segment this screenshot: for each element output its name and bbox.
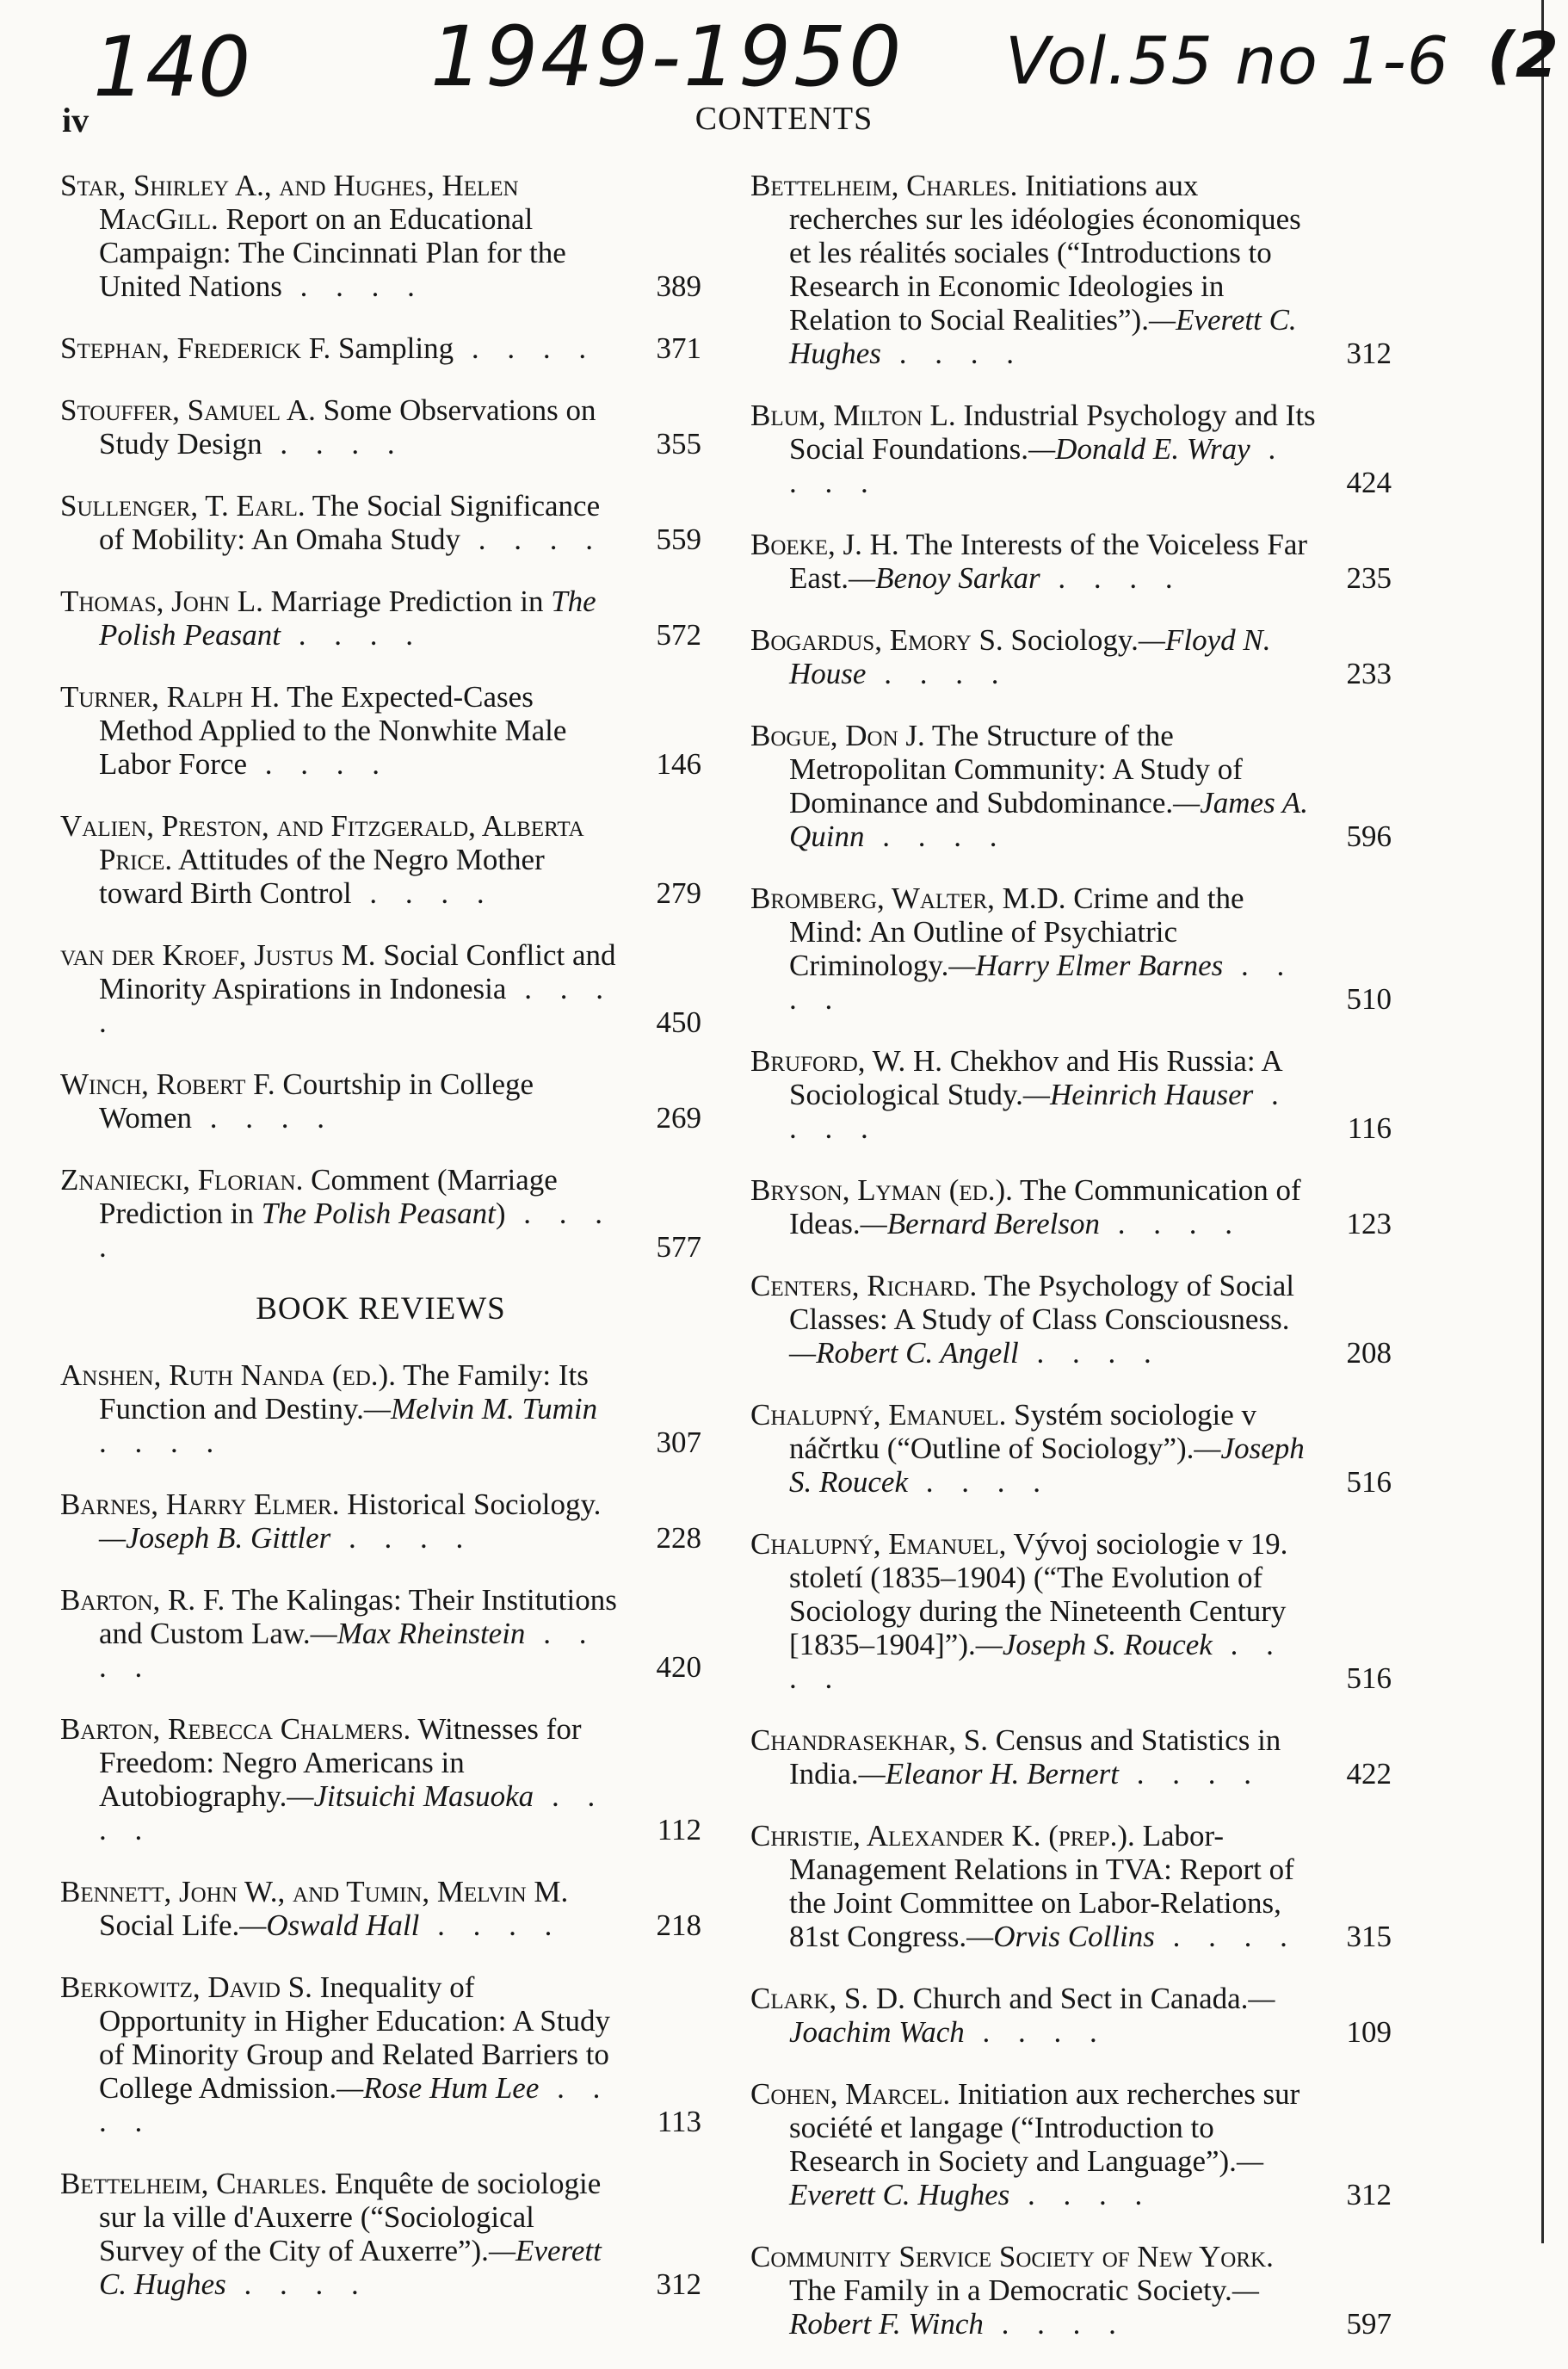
entry-title: Historical Sociology.	[347, 1488, 602, 1521]
entry-author: Thomas, John L.	[60, 585, 263, 618]
entry-page-number: 146	[656, 747, 701, 781]
entry-page-number: 307	[656, 1426, 701, 1459]
leader-dots: . . . .	[1099, 1207, 1243, 1240]
entry-reviewer: —Robert C. Angell	[789, 1336, 1019, 1370]
entry-reviewer: —Max Rheinstein	[310, 1617, 526, 1650]
entry-title: Initiations aux recherches sur les idéologies économiques et les réalités sociales (“Introductions to Research in Economic Ideologies in Relation to Social Realities”).	[789, 169, 1301, 337]
entry-author: Bryson, Lyman (ed.).	[750, 1173, 1013, 1207]
entry-page-number: 112	[657, 1813, 701, 1846]
entry-page-number: 235	[1346, 561, 1392, 595]
entry-title: The Family in a Democratic Society.	[789, 2273, 1232, 2307]
toc-entry	[750, 1398, 1392, 1499]
toc-entry	[60, 1970, 701, 2138]
handwritten-note: Vol.55 no 1-6	[1005, 22, 1450, 99]
entry-author: Bruford, W. H.	[750, 1044, 942, 1078]
entry-title: Vývoj sociologie v 19. století (1835–1904) (“The Evolution of Sociology during the Nineteenth Century [1835–1904]”).	[789, 1527, 1288, 1661]
entry-reviewer: —Joseph B. Gittler	[99, 1521, 331, 1555]
running-head: CONTENTS	[694, 101, 874, 137]
leader-dots: . . . .	[281, 269, 425, 303]
page-edge-line	[1541, 0, 1544, 2243]
entry-title: The Expected-Cases Method Applied to the Nonwhite Male Labor Force	[99, 680, 567, 781]
leader-dots: . . . .	[330, 1521, 474, 1555]
toc-entry	[60, 1488, 701, 1555]
entry-author: Turner, Ralph H.	[60, 680, 281, 714]
entry-reviewer: —Orvis Collins	[966, 1920, 1155, 1953]
entry-page-number: 116	[1347, 1111, 1392, 1145]
review-list	[750, 169, 1392, 2341]
leader-dots: . . . .	[964, 2015, 1108, 2049]
leader-dots: . . . .	[99, 1197, 613, 1264]
toc-entry	[750, 719, 1392, 853]
entry-title: The Psychology of Social Classes: A Study of Class Consciousness.	[789, 1269, 1295, 1336]
entry-title: Chekhov and His Russia: A Sociological Study.	[789, 1044, 1281, 1111]
entry-title: Courtship in College Women	[99, 1067, 534, 1135]
entry-title: The Social Significance of Mobility: An Omaha Study	[99, 489, 601, 556]
entry-title: Initiation aux recherches sur société et langage (“Introduction to Research in Society and Language”).	[789, 2077, 1300, 2178]
entry-page-number: 371	[656, 331, 701, 365]
entry-author: Barton, Rebecca Chalmers.	[60, 1712, 411, 1746]
leader-dots: . . . .	[99, 972, 614, 1039]
leader-dots: . . . .	[247, 747, 391, 781]
entry-reviewer: —Everett C. Hughes	[789, 303, 1297, 370]
entry-author: Bogardus, Emory S.	[750, 623, 1003, 657]
entry-author: van der Kroef, Justus M.	[60, 938, 376, 972]
entry-page-number: 420	[656, 1650, 701, 1684]
entry-title: The Communication of Ideas.	[789, 1173, 1301, 1240]
toc-entry	[750, 2240, 1392, 2341]
entry-author: Christie, Alexander K. (prep.).	[750, 1819, 1135, 1853]
entry-author: Stouffer, Samuel A.	[60, 393, 316, 427]
entry-author: Bromberg, Walter, M.D.	[750, 881, 1066, 915]
toc-entry	[60, 1163, 701, 1264]
entry-reviewer: —Robert F. Winch	[789, 2273, 1259, 2341]
toc-entry	[60, 809, 701, 910]
entry-title: Report on an Educational Campaign: The Cincinnati Plan for the United Nations	[99, 202, 566, 303]
leader-dots: . . . .	[99, 1779, 606, 1846]
right-column	[750, 169, 1392, 2369]
entry-author: Chalupný, Emanuel,	[750, 1527, 1007, 1561]
toc-entry	[750, 399, 1392, 499]
entry-title: Census and Statistics in India.	[789, 1723, 1281, 1791]
entry-title: Social Conflict and Minority Aspirations in Indonesia	[99, 938, 616, 1005]
toc-entry	[60, 169, 701, 303]
entry-title: Crime and the Mind: An Outline of Psychiatric Criminology.	[789, 881, 1244, 982]
entry-reviewer: —Joseph S. Roucek	[789, 1432, 1305, 1499]
entry-page-number: 559	[656, 523, 701, 556]
entry-title: Witnesses for Freedom: Negro Americans in Autobiography.	[99, 1712, 582, 1813]
leader-dots: . . . .	[789, 432, 1287, 499]
left-column	[60, 169, 701, 2329]
leader-dots: . . . .	[225, 2267, 369, 2301]
leader-dots: . . . .	[880, 337, 1024, 370]
entry-reviewer: —Everett C. Hughes	[99, 2234, 602, 2301]
entry-page-number: 233	[1346, 657, 1392, 690]
entry-title: Attitudes of the Negro Mother toward Birth Control	[99, 843, 545, 910]
entry-author: Blum, Milton L.	[750, 399, 956, 432]
toc-entry	[750, 1527, 1392, 1695]
entry-title: The Interests of the Voiceless Far East.	[789, 528, 1308, 595]
leader-dots: . . . .	[1154, 1920, 1298, 1953]
leader-dots: . . . .	[351, 876, 495, 910]
entry-author: Winch, Robert F.	[60, 1067, 275, 1101]
toc-entry	[60, 938, 701, 1039]
entry-page-number: 113	[657, 2105, 701, 2138]
entry-reviewer: —Bernard Berelson	[860, 1207, 1100, 1240]
toc-entry	[60, 1358, 701, 1459]
entry-title-italic: The Polish Peasant	[99, 585, 596, 652]
entry-page-number: 312	[1346, 337, 1392, 370]
entry-title: The Kalingas: Their Institutions and Custom Law.	[99, 1583, 617, 1650]
entry-author: Clark, S. D.	[750, 1982, 905, 2015]
entry-reviewer: —Donald E. Wray	[1028, 432, 1250, 466]
leader-dots: . . . .	[419, 1908, 563, 1942]
entry-author: Sullenger, T. Earl.	[60, 489, 306, 523]
leader-dots: . . . .	[866, 657, 1009, 690]
toc-entry	[750, 2077, 1392, 2211]
entry-page-number: 228	[656, 1521, 701, 1555]
entry-title: Marriage Prediction in	[270, 585, 544, 618]
entry-author: Chalupný, Emanuel.	[750, 1398, 1007, 1432]
entry-reviewer: —Melvin M. Tumin	[363, 1392, 598, 1426]
entry-reviewer: —Joseph S. Roucek	[975, 1628, 1213, 1661]
entry-page-number: 109	[1346, 2015, 1392, 2049]
entry-author: Stephan, Frederick F.	[60, 331, 331, 365]
entry-page-number: 315	[1346, 1920, 1392, 1953]
leader-dots: . . . .	[99, 2071, 611, 2138]
entry-reviewer: —James A. Quinn	[789, 786, 1308, 853]
toc-entry	[750, 1044, 1392, 1145]
leader-dots: . . . .	[864, 820, 1008, 853]
entry-page-number: 516	[1346, 1661, 1392, 1695]
entry-title: Some Observations on Study Design	[99, 393, 596, 461]
entry-page-number: 355	[656, 427, 701, 461]
entry-reviewer: —Eleanor H. Bernert	[858, 1757, 1119, 1791]
toc-entry	[750, 881, 1392, 1016]
toc-entry	[750, 1173, 1392, 1240]
entry-author: Cohen, Marcel.	[750, 2077, 951, 2111]
entry-title: Social Life.	[99, 1908, 240, 1942]
entry-page-number: 572	[656, 618, 701, 652]
toc-entry	[750, 528, 1392, 595]
entry-author: Valien, Preston, and Fitzgerald, Alberta Price.	[60, 809, 584, 876]
toc-entry	[750, 1723, 1392, 1791]
entry-title: Enquête de sociologie sur la ville d'Auxerre (“Sociological Survey of the City of Auxerre”).	[99, 2167, 602, 2267]
handwritten-note: 1949-1950	[430, 9, 904, 105]
entry-author: Centers, Richard.	[750, 1269, 978, 1302]
entry-title: The Family: Its Function and Destiny.	[99, 1358, 589, 1426]
review-list	[60, 1358, 701, 2301]
toc-entry	[60, 393, 701, 461]
entry-reviewer: —Rose Hum Lee	[336, 2071, 540, 2105]
leader-dots: . . . .	[280, 618, 423, 652]
toc-entry	[60, 331, 701, 365]
entry-page-number: 510	[1346, 982, 1392, 1016]
entry-title: Sampling	[337, 331, 454, 365]
toc-entry	[60, 1583, 701, 1684]
article-list	[60, 169, 701, 1264]
leader-dots: . . . .	[789, 1628, 1284, 1695]
entry-page-number: 516	[1346, 1465, 1392, 1499]
entry-page-number: 424	[1346, 466, 1392, 499]
leader-dots: . . . .	[907, 1465, 1051, 1499]
entry-page-number: 312	[656, 2267, 701, 2301]
entry-reviewer: —Joachim Wach	[789, 1982, 1275, 2049]
entry-title-end: )	[495, 1197, 506, 1230]
entry-author: Bettelheim, Charles.	[750, 169, 1018, 202]
toc-entry	[60, 1875, 701, 1942]
entry-reviewer: —Oswald Hall	[239, 1908, 420, 1942]
entry-page-number: 450	[656, 1005, 701, 1039]
entry-reviewer: —Benoy Sarkar	[849, 561, 1040, 595]
leader-dots: . . . .	[983, 2307, 1127, 2341]
entry-author: Bennett, John W., and Tumin, Melvin M.	[60, 1875, 569, 1908]
entry-author: Berkowitz, David S.	[60, 1970, 312, 2004]
handwritten-note: (2	[1487, 19, 1559, 91]
entry-title: Labor-Management Relations in TVA: Report of the Joint Committee on Labor-Relations, 81st Congress.	[789, 1819, 1294, 1953]
leader-dots: . . . .	[262, 427, 405, 461]
section-heading: BOOK REVIEWS	[256, 1291, 506, 1327]
entry-author: Star, Shirley A., and Hughes, Helen MacGill.	[60, 169, 519, 236]
entry-author: Bettelheim, Charles.	[60, 2167, 328, 2200]
toc-entry	[750, 169, 1392, 370]
entry-page-number: 269	[656, 1101, 701, 1135]
entry-title: The Structure of the Metropolitan Community: A Study of Dominance and Subdominance.	[789, 719, 1243, 820]
toc-entry	[60, 2167, 701, 2301]
entry-author: Anshen, Ruth Nanda (ed.).	[60, 1358, 396, 1392]
toc-entry	[60, 585, 701, 652]
entry-author: Bogue, Don J.	[750, 719, 925, 752]
entry-title: Inequality of Opportunity in Higher Education: A Study of Minority Group and Related Barriers to College Admission.	[99, 1970, 610, 2105]
entry-title: Industrial Psychology and Its Social Foundations.	[789, 399, 1316, 466]
entry-reviewer: —Heinrich Hauser	[1022, 1078, 1254, 1111]
entry-page-number: 312	[1346, 2178, 1392, 2211]
toc-entry	[750, 1982, 1392, 2049]
leader-dots: . . . .	[1040, 561, 1183, 595]
leader-dots: . . . .	[789, 949, 1295, 1016]
leader-dots: . . . .	[460, 523, 603, 556]
toc-entry	[60, 1712, 701, 1846]
entry-title: Sociology.	[1010, 623, 1139, 657]
leader-dots: . . . .	[1009, 2178, 1153, 2211]
entry-author: Community Service Society of New York.	[750, 2240, 1274, 2273]
entry-page-number: 279	[656, 876, 701, 910]
leader-dots: . . . .	[454, 331, 597, 365]
entry-page-number: 596	[1346, 820, 1392, 853]
handwritten-note: 140	[93, 19, 251, 115]
entry-page-number: 208	[1346, 1336, 1392, 1370]
toc-entry	[750, 1819, 1392, 1953]
toc-entry	[60, 1067, 701, 1135]
entry-reviewer: —Floyd N. House	[789, 623, 1271, 690]
entry-reviewer: —Jitsuichi Masuoka	[287, 1779, 534, 1813]
entry-title-italic: The Polish Peasant	[261, 1197, 496, 1230]
leader-dots: . . . .	[192, 1101, 335, 1135]
entry-page-number: 577	[656, 1230, 701, 1264]
toc-entry	[60, 680, 701, 781]
entry-title: Comment (Marriage Prediction in	[99, 1163, 558, 1230]
entry-author: Barnes, Harry Elmer.	[60, 1488, 340, 1521]
leader-dots: . . . .	[1018, 1336, 1162, 1370]
toc-entry	[60, 489, 701, 556]
leader-dots: . . . .	[99, 1617, 597, 1684]
entry-title: Church and Sect in Canada.	[912, 1982, 1249, 2015]
entry-page-number: 422	[1346, 1757, 1392, 1791]
page-number: iv	[62, 101, 90, 139]
entry-author: Barton, R. F.	[60, 1583, 225, 1617]
entry-reviewer: —Everett C. Hughes	[789, 2144, 1264, 2211]
entry-page-number: 123	[1346, 1207, 1392, 1240]
leader-dots: . . . .	[99, 1426, 225, 1459]
leader-dots: . . . .	[789, 1078, 1289, 1145]
entry-author: Znaniecki, Florian.	[60, 1163, 304, 1197]
entry-page-number: 389	[656, 269, 701, 303]
toc-entry	[750, 623, 1392, 690]
entry-title: Systém sociologie v náčrtku (“Outline of Sociology”).	[789, 1398, 1257, 1465]
toc-entry	[750, 1269, 1392, 1370]
entry-author: Boeke, J. H.	[750, 528, 899, 561]
entry-reviewer: —Harry Elmer Barnes	[948, 949, 1224, 982]
entry-page-number: 218	[656, 1908, 701, 1942]
entry-author: Chandrasekhar, S.	[750, 1723, 989, 1757]
leader-dots: . . . .	[1119, 1757, 1262, 1791]
entry-page-number: 597	[1346, 2307, 1392, 2341]
